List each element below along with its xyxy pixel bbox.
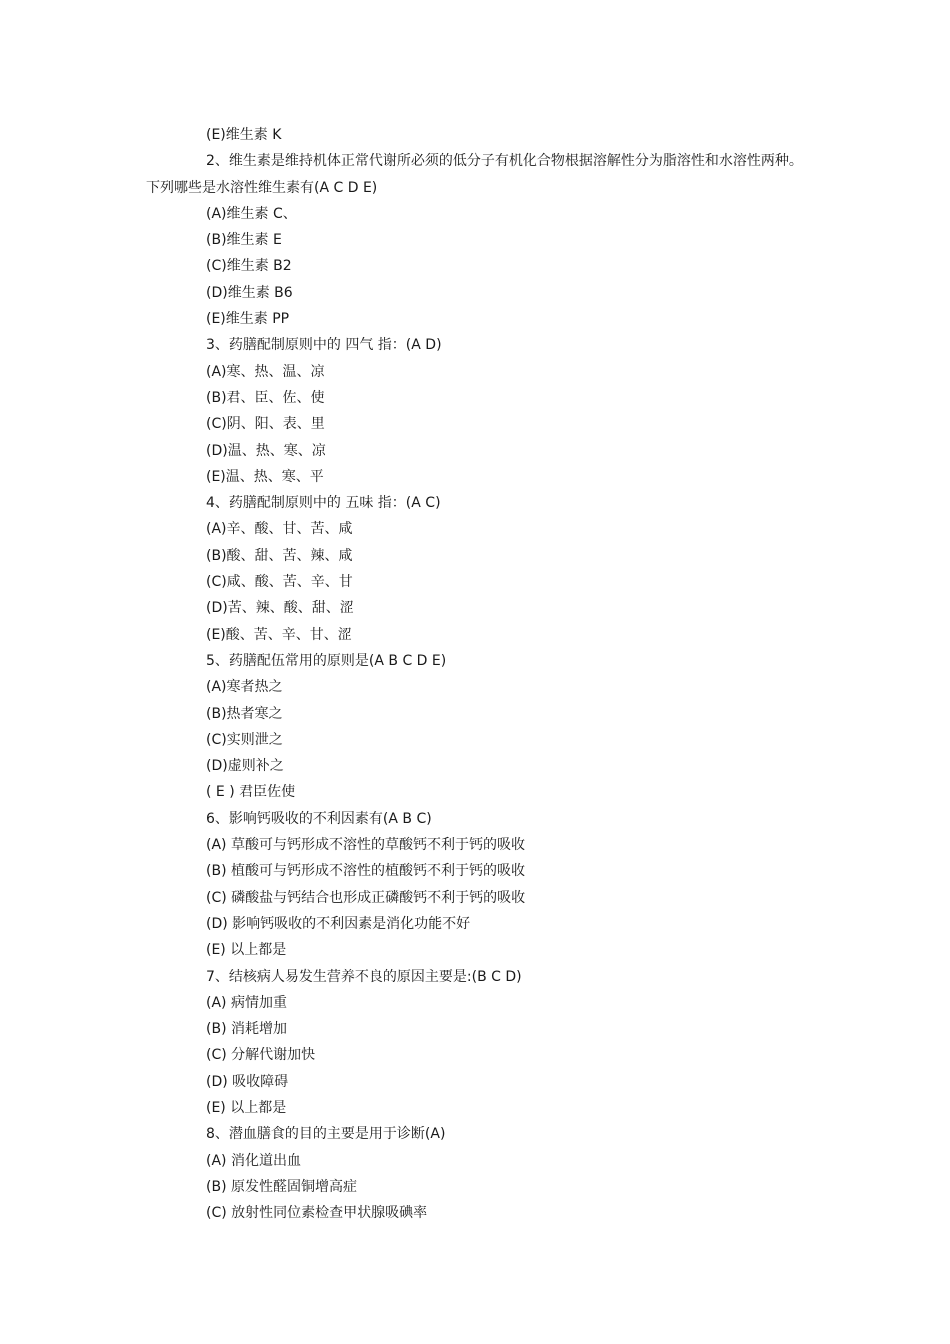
text-line: (D)温、热、寒、凉	[206, 442, 326, 459]
text-line: (A) 草酸可与钙形成不溶性的草酸钙不利于钙的吸收	[206, 837, 525, 854]
text-line: (B) 植酸可与钙形成不溶性的植酸钙不利于钙的吸收	[206, 863, 525, 880]
text-line: (C) 放射性同位素检查甲状腺吸碘率	[206, 1205, 428, 1222]
text-line: (A)辛、酸、甘、苦、咸	[206, 521, 353, 538]
text-line: 2、维生素是维持机体正常代谢所必须的低分子有机化合物根据溶解性分为脂溶性和水溶性两种。	[206, 153, 803, 170]
text-line: (D)虚则补之	[206, 758, 284, 775]
text-line: (C)阴、阳、表、里	[206, 416, 325, 433]
text-line: (B)维生素 E	[206, 232, 282, 249]
text-line: (E)维生素 K	[206, 127, 282, 143]
text-line: (D)维生素 B6	[206, 284, 293, 301]
text-line: (A)寒者热之	[206, 679, 283, 696]
text-line: (B)热者寒之	[206, 705, 283, 722]
text-line: (A)维生素 C、	[206, 205, 297, 222]
text-line: (D) 吸收障碍	[206, 1073, 289, 1090]
text-line: (E) 以上都是	[206, 1099, 287, 1116]
text-line: (C)维生素 B2	[206, 258, 292, 275]
text-line: (E)维生素 PP	[206, 311, 290, 328]
text-line: 6、影响钙吸收的不利因素有(A B C)	[206, 810, 432, 827]
text-line: (C) 磷酸盐与钙结合也形成正磷酸钙不利于钙的吸收	[206, 889, 526, 906]
text-line: (A) 病情加重	[206, 994, 287, 1011]
text-line: (E) 以上都是	[206, 942, 287, 959]
text-line: (A) 消化道出血	[206, 1152, 301, 1169]
text-line: 7、结核病人易发生营养不良的原因主要是:(B C D)	[206, 968, 522, 985]
text-line: (B)酸、甜、苦、辣、咸	[206, 547, 353, 564]
text-line: 下列哪些是水溶性维生素有(A C D E)	[146, 179, 378, 196]
text-line: 8、潜血膳食的目的主要是用于诊断(A)	[206, 1126, 446, 1143]
text-line: (C) 分解代谢加快	[206, 1047, 316, 1064]
text-line: (E)酸、苦、辛、甘、涩	[206, 626, 352, 643]
text-line: (C)实则泄之	[206, 731, 283, 748]
text-line: (C)咸、酸、苦、辛、甘	[206, 574, 353, 591]
text-line: 3、药膳配制原则中的 四气 指：(A D)	[206, 337, 442, 354]
text-line: 4、药膳配制原则中的 五味 指：(A C)	[206, 495, 441, 512]
text-line: (A)寒、热、温、凉	[206, 363, 325, 380]
text-line: ( E ) 君臣佐使	[206, 784, 296, 801]
text-line: (D) 影响钙吸收的不利因素是消化功能不好	[206, 915, 471, 932]
text-line: (D)苦、辣、酸、甜、涩	[206, 600, 354, 617]
question-list	[0, 122, 950, 1226]
text-line: (E)温、热、寒、平	[206, 468, 324, 485]
text-line: (B)君、臣、佐、使	[206, 389, 325, 406]
text-line: (B) 消耗增加	[206, 1021, 287, 1038]
text-line: (B) 原发性醛固铜增高症	[206, 1178, 357, 1195]
text-line: 5、药膳配伍常用的原则是(A B C D E)	[206, 652, 447, 669]
